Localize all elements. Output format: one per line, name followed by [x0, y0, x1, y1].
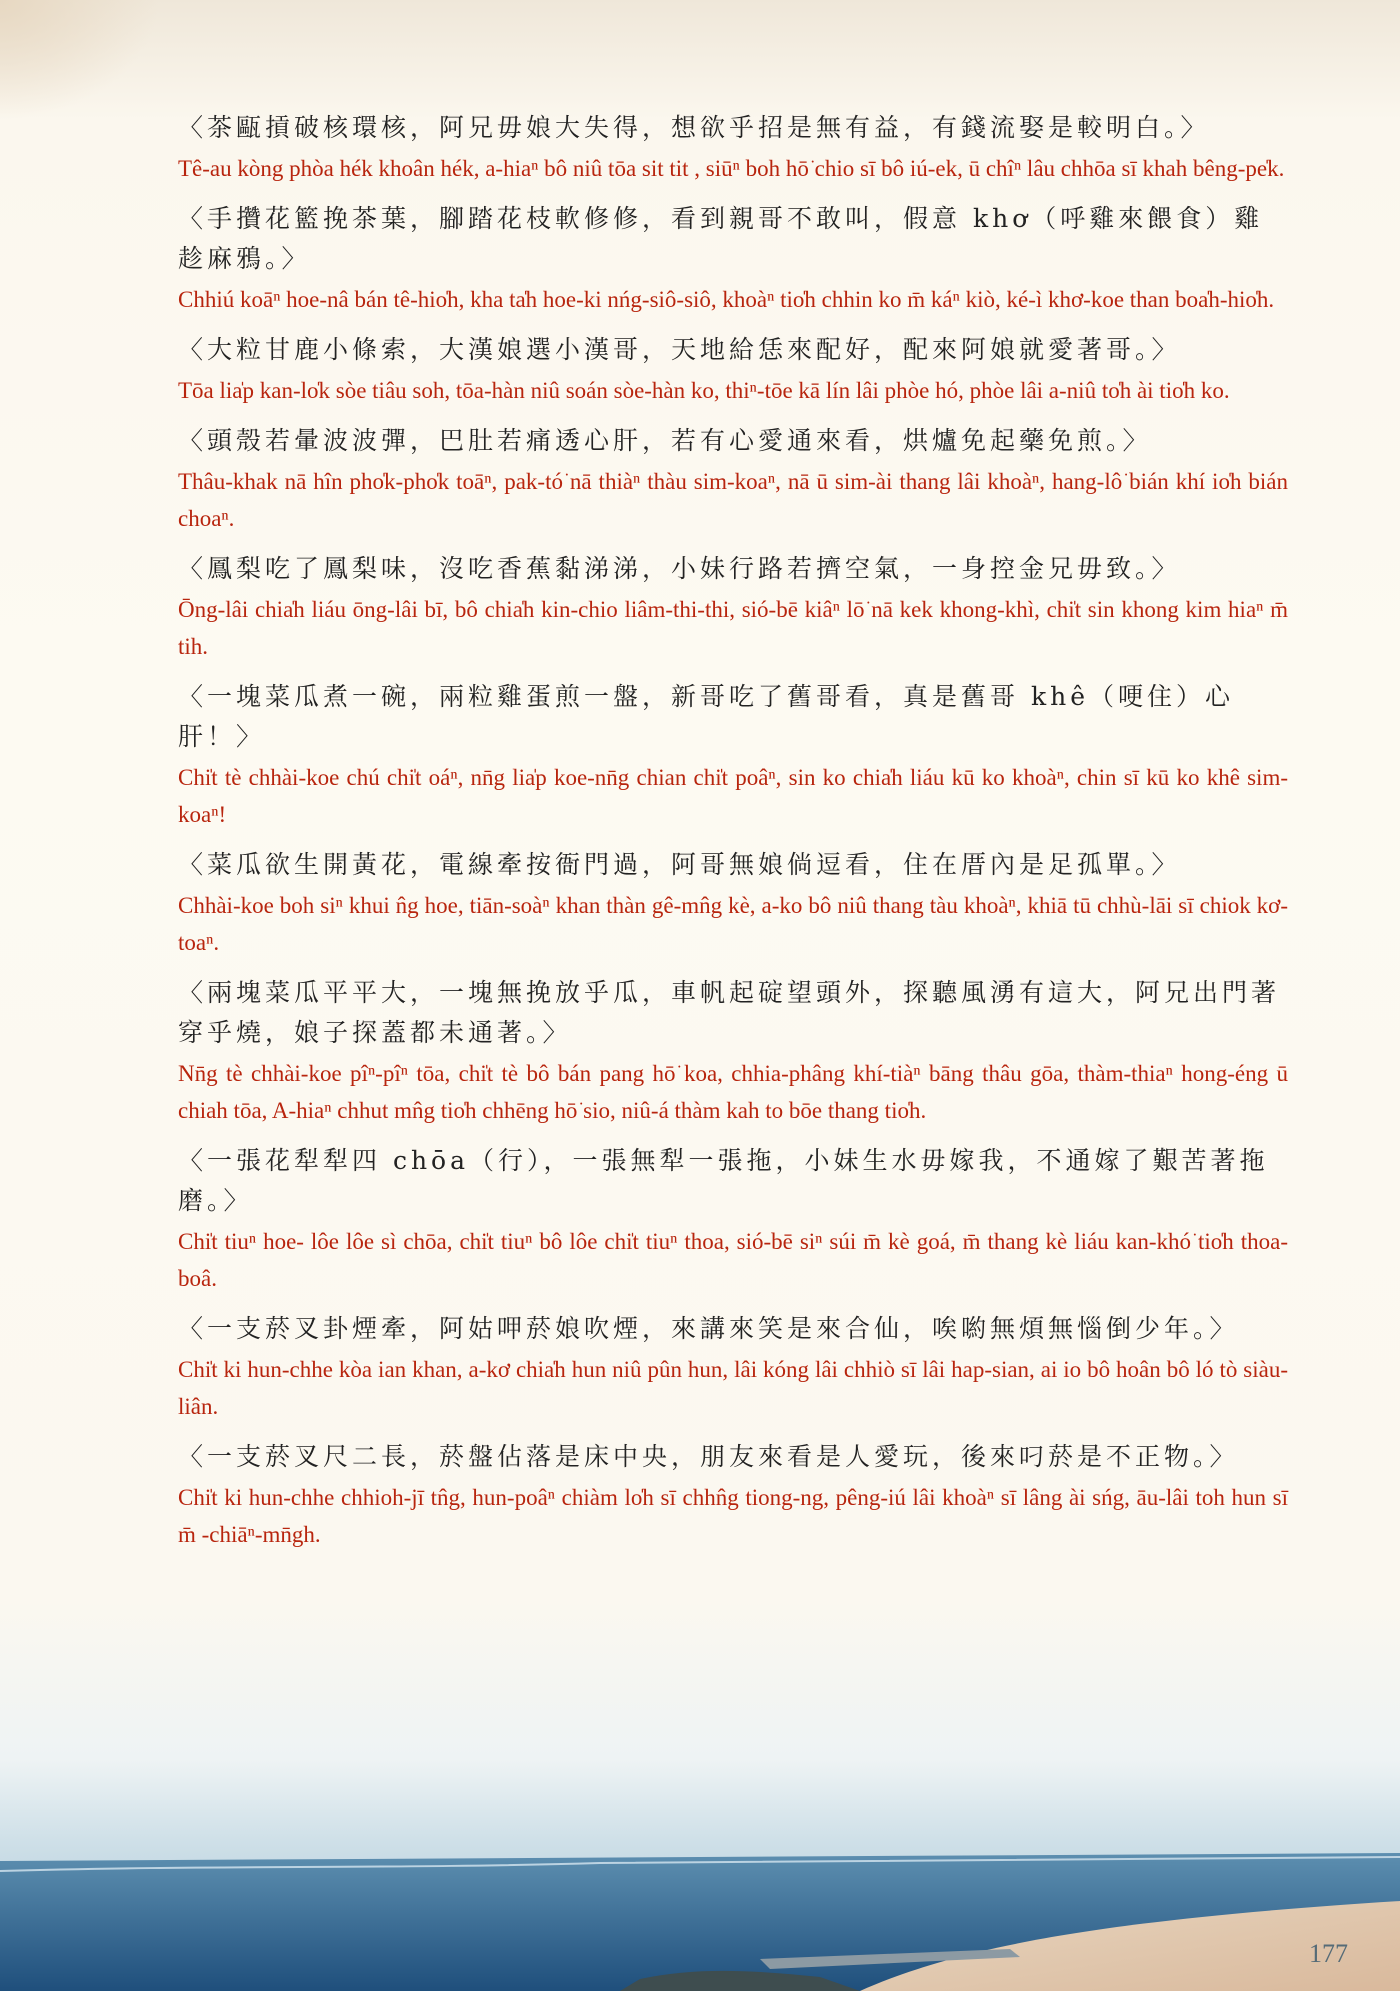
stanza [178, 1309, 1288, 1425]
romanized-lyric: Chi̍t tè chhài-koe chú chi̍t oáⁿ, nn̄g lia̍p koe-nn̄g chian chi̍t poâⁿ, sin ko chia̍h liáu kū ko khoàⁿ, chin sī kū ko khê sim-koaⁿ! [178, 765, 1288, 827]
romanized-lyric: Chhài-koe boh siⁿ khui n̂g hoe, tiān-soàⁿ khan thàn gê-mn̂g kè, a-ko bô niû thang tàu khoàⁿ, khiā tū chhù-lāi sī chiok kơ-toaⁿ. [178, 893, 1288, 955]
romanized-lyric: Chi̍t tiuⁿ hoe- lôe lôe sì chōa, chi̍t tiuⁿ bô lôe chi̍t tiuⁿ thoa, sió-bē siⁿ súi m̄ kè goá, m̄ thang kè liáu kan-khó͘ tio̍h thoa-boâ. [178, 1229, 1288, 1291]
chinese-lyric: 〈茶甌摃破核環核，阿兄毋娘大失得，想欲乎招是無有益，有錢流娶是較明白。〉 [178, 113, 1210, 142]
chinese-lyric: 〈手攢花籃挽茶葉，腳踏花枝軟修修，看到親哥不敢叫，假意 khơ（呼雞來餵食）雞趁麻鴉。〉 [178, 204, 1264, 273]
romanized-lyric: Thâu-khak nā hîn pho̍k-pho̍k toāⁿ, pak-tó͘ nā thiàⁿ thàu sim-koaⁿ, nā ū sim-ài thang lâi khoàⁿ, hang-lô͘ bián khí io̍h bián choaⁿ. [178, 469, 1288, 531]
stanza [178, 549, 1288, 665]
chinese-lyric: 〈鳳梨吃了鳳梨味，沒吃香蕉黏涕涕，小妹行路若擠空氣，一身控金兄毋致。〉 [178, 554, 1181, 583]
chinese-lyric: 〈一支菸叉尺二長，菸盤佔落是床中央，朋友來看是人愛玩，後來叼菸是不正物。〉 [178, 1442, 1239, 1471]
romanized-lyric: Chhiú koāⁿ hoe-nâ bán tê-hio̍h, kha ta̍h hoe-ki nńg-siô-siô, khoàⁿ tio̍h chhin ko m̄ káⁿ kiò, ké-ì khơ-koe than boa̍h-hio̍h. [178, 287, 1275, 312]
page-corner-shading [0, 0, 160, 120]
chinese-lyric: 〈一張花犁犁四 chōa（行），一張無犁一張拖，小妹生水毋嫁我，不通嫁了艱苦著拖磨。〉 [178, 1146, 1269, 1215]
chinese-lyric: 〈一支菸叉卦煙牽，阿姑呷菸娘吹煙，來講來笑是來合仙，唉喲無煩無惱倒少年。〉 [178, 1314, 1239, 1343]
romanized-lyric: Tê-au kòng phòa hék khoân hék, a-hiaⁿ bô niû tōa sit tit , siūⁿ boh hō͘ chio sī bô iú-ek, ū chîⁿ lâu chhōa sī khah bêng-pe̍k. [178, 156, 1285, 181]
romanized-lyric: Nn̄g tè chhài-koe pîⁿ-pîⁿ tōa, chi̍t tè bô bán pang hō͘ koa, chhia-phâng khí-tiàⁿ bāng thâu gōa, thàm-thiaⁿ hong-éng ū chiah tōa, A-hiaⁿ chhut mn̂g tio̍h chhēng hō͘ sio, niû-á thàm kah to bōe thang tio̍h. [178, 1061, 1288, 1123]
stanza [178, 677, 1288, 833]
chinese-lyric: 〈頭殼若暈波波彈，巴肚若痛透心肝，若有心愛通來看，烘爐免起藥免煎。〉 [178, 426, 1152, 455]
stanza [178, 421, 1288, 537]
chinese-lyric: 〈一塊菜瓜煮一碗，兩粒雞蛋煎一盤，新哥吃了舊哥看，真是舊哥 khê（哽住）心肝！〉 [178, 682, 1234, 751]
romanized-lyric: Ōng-lâi chia̍h liáu ōng-lâi bī, bô chia̍h kin-chio liâm-thi-thi, sió-bē kiâⁿ lō͘ nā kek khong-khì, chi̍t sin khong kim hiaⁿ m̄ tih. [178, 597, 1288, 659]
romanized-lyric: Chi̍t ki hun-chhe chhioh-jī tn̂g, hun-poâⁿ chiàm lo̍h sī chhn̂g tiong-ng, pêng-iú lâi khoàⁿ sī lâng ài sńg, āu-lâi toh hun sī m̄ -chiāⁿ-mn̄gh. [178, 1485, 1288, 1547]
page-number: 177 [1309, 1939, 1348, 1968]
stanza [178, 845, 1288, 961]
romanized-lyric: Chi̍t ki hun-chhe kòa ian khan, a-kơ chia̍h hun niû pûn hun, lâi kóng lâi chhiò sī lâi hap-sian, ai io bô hoân bô ló tò siàu-liân. [178, 1357, 1288, 1419]
chinese-lyric: 〈兩塊菜瓜平平大，一塊無挽放乎瓜，車帆起碇望頭外，探聽風湧有這大，阿兄出門著穿乎燒，娘子探蓋都未通著。〉 [178, 978, 1281, 1047]
chinese-lyric: 〈大粒甘鹿小條索，大漢娘選小漢哥，天地給恁來配好，配來阿娘就愛著哥。〉 [178, 335, 1181, 364]
stanza [178, 1437, 1288, 1553]
stanza [178, 1141, 1288, 1297]
stanza [178, 199, 1288, 318]
coastal-scene-illustration [0, 1801, 1400, 1991]
stanza [178, 973, 1288, 1129]
romanized-lyric: Tōa lia̍p kan-lo̍k sòe tiâu soh, tōa-hàn niû soán sòe-hàn ko, thiⁿ-tōe kā lín lâi phòe hó, phòe lâi a-niû to̍h ài tio̍h ko. [178, 378, 1230, 403]
song-lyrics [178, 108, 1288, 1565]
stanza [178, 108, 1288, 187]
chinese-lyric: 〈菜瓜欲生開黃花，電線牽按衙門過，阿哥無娘倘逗看，住在厝內是足孤單。〉 [178, 850, 1181, 879]
stanza [178, 330, 1288, 409]
